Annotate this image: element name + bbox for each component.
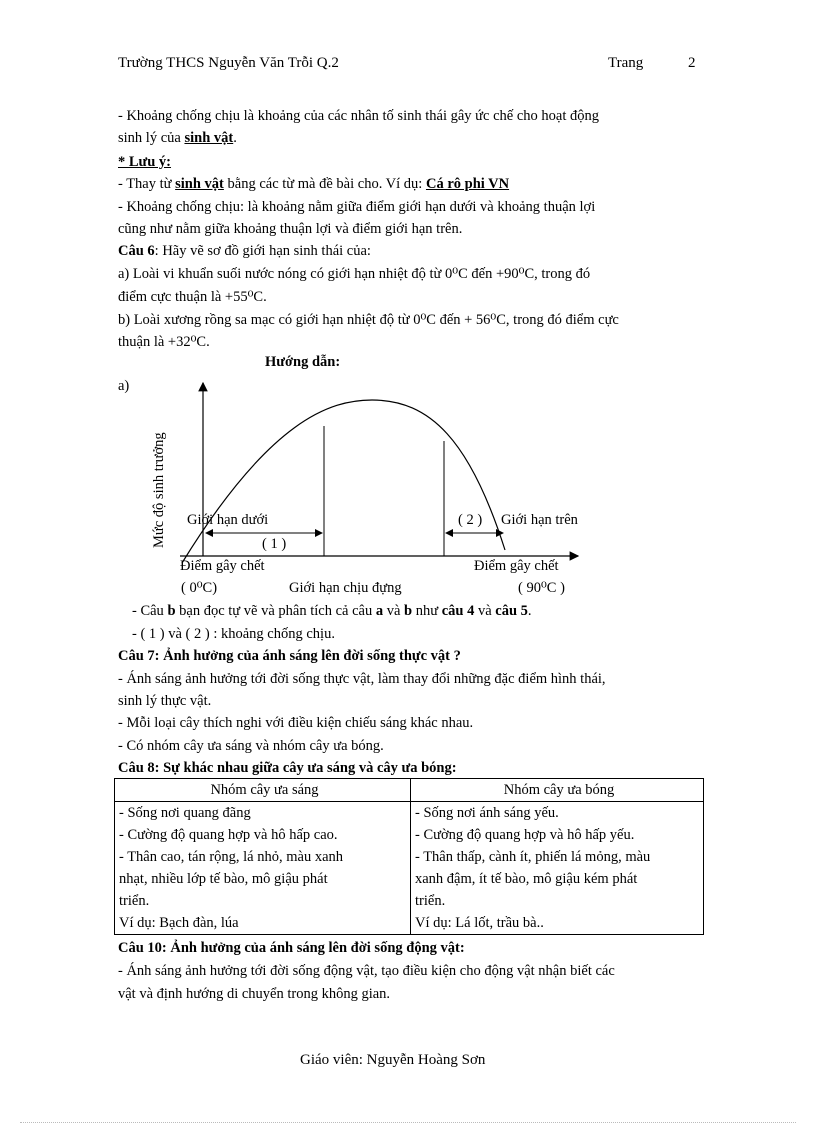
q6-title: Câu 6: Hãy vẽ sơ đồ giới hạn sinh thái của: <box>118 243 371 259</box>
header-page-label: Trang <box>608 55 644 71</box>
q6-a-line2: điểm cực thuận là +55⁰C. <box>118 289 267 305</box>
q10-title: Câu 10: Ảnh hưởng của ánh sáng lên đời sống động vật: <box>118 940 465 956</box>
temp-right: ( 90⁰C ) <box>518 580 565 596</box>
death-point-right: Điểm gây chết <box>474 558 559 574</box>
header-page-number: 2 <box>688 55 696 71</box>
intro-line2: sinh lý của sinh vật. <box>118 130 237 146</box>
note-zones: - ( 1 ) và ( 2 ) : khoảng chống chịu. <box>132 626 335 642</box>
upper-limit-label: Giới hạn trên <box>501 512 578 528</box>
footer-teacher: Giáo viên: Nguyễn Hoàng Sơn <box>300 1052 486 1068</box>
death-point-left: Điểm gây chết <box>180 558 265 574</box>
q7-line1: - Ánh sáng ảnh hưởng tới đời sống thực vật, làm thay đổi những đặc điểm hình thái, <box>118 671 606 687</box>
tolerance-curve <box>182 400 505 563</box>
lower-limit-label: Giới hạn dưới <box>187 512 269 528</box>
example-species: Cá rô phi VN <box>425 176 510 192</box>
guide-heading: Hướng dẫn: <box>265 354 341 370</box>
q8-title: Câu 8: Sự khác nhau giữa cây ưa sáng và cây ưa bóng: <box>118 760 457 776</box>
q7-line4: - Có nhóm cây ưa sáng và nhóm cây ưa bóng. <box>118 738 384 754</box>
header-sun-plants: Nhóm cây ưa sáng <box>115 779 411 802</box>
q7-line3: - Mỗi loại cây thích nghi với điều kiện chiếu sáng khác nhau. <box>118 715 474 731</box>
sun-plants-cell: - Sống nơi quang đãng - Cường độ quang hợp và hô hấp cao. - Thân cao, tán rộng, lá nhỏ, màu xanh nhạt, nhiều lớp tế bào, mô giậu phát triển. Ví dụ: Bạch đàn, lúa <box>115 802 411 935</box>
q6-b-line2: thuận là +32⁰C. <box>118 334 210 350</box>
note-line3: cũng như nằm giữa khoảng thuận lợi và điểm giới hạn trên. <box>118 221 463 237</box>
diagram-part-label: a) <box>118 378 130 394</box>
table-header-row <box>115 779 704 802</box>
zone1-label: ( 1 ) <box>262 536 287 552</box>
q7-title: Câu 7: Ảnh hưởng của ánh sáng lên đời sống thực vật ? <box>118 648 461 664</box>
y-axis-label: Mức độ sinh trưởng <box>151 432 167 548</box>
zone2-label: ( 2 ) <box>458 512 483 528</box>
note-title: * Lưu ý: <box>118 154 172 170</box>
shade-plants-cell: - Sống nơi ánh sáng yếu. - Cường độ quang hợp và hô hấp yếu. - Thân thấp, cành ít, phiến lá mỏng, màu xanh đậm, ít tế bào, mô giậu kém phát triển. Ví dụ: Lá lốt, trầu bà.. <box>411 802 704 935</box>
intro-line1: - Khoảng chống chịu là khoảng của các nhân tố sinh thái gây ức chế cho hoạt động <box>118 108 599 124</box>
note-b: - Câu b bạn đọc tự vẽ và phân tích cả câu a và b như câu 4 và câu 5. <box>132 603 532 619</box>
q6-b-line1: b) Loài xương rồng sa mạc có giới hạn nhiệt độ từ 0⁰C đến + 56⁰C, trong đó điểm cực <box>118 312 619 328</box>
q7-line2: sinh lý thực vật. <box>118 693 212 709</box>
note-line1: - Thay từ sinh vật bằng các từ mà đề bài cho. Ví dụ: Cá rô phi VN <box>118 176 510 192</box>
q10-line2: vật và định hướng di chuyển trong không gian. <box>118 986 391 1002</box>
tolerance-range-label: Giới hạn chịu đựng <box>289 580 402 596</box>
q10-line1: - Ánh sáng ảnh hưởng tới đời sống động vật, tạo điều kiện cho động vật nhận biết các <box>118 963 615 979</box>
header-school: Trường THCS Nguyễn Văn Trỗi Q.2 <box>118 55 339 71</box>
q6-a-line1: a) Loài vi khuẩn suối nước nóng có giới hạn nhiệt độ từ 0⁰C đến +90⁰C, trong đó <box>118 266 591 282</box>
table-row <box>115 802 704 935</box>
header-shade-plants: Nhóm cây ưa bóng <box>411 779 704 802</box>
comparison-table <box>114 778 704 935</box>
temp-left: ( 0⁰C) <box>181 580 218 596</box>
sinh-vat-term: sinh vật <box>184 130 234 146</box>
note-line2: - Khoảng chống chịu: là khoảng nằm giữa điểm giới hạn dưới và khoảng thuận lợi <box>118 199 596 215</box>
